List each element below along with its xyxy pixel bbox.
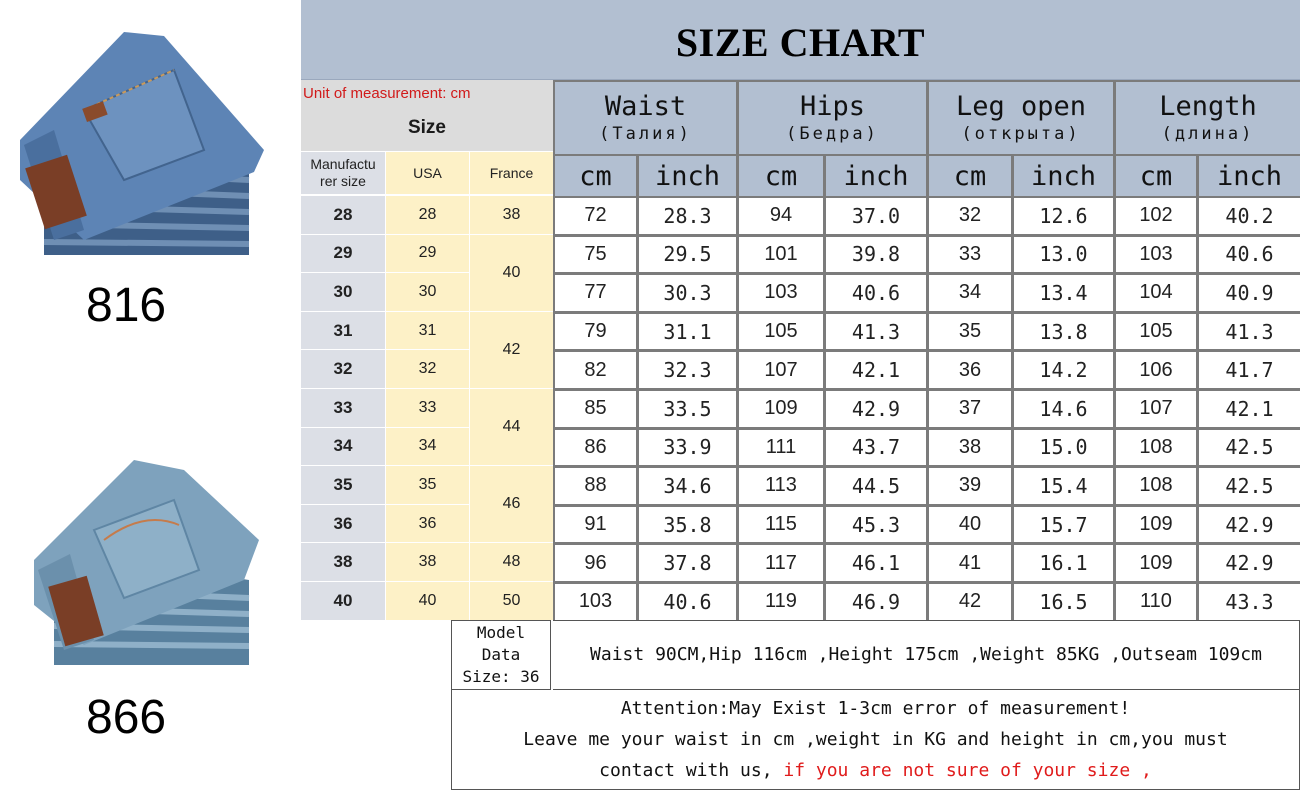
measurement-cell: 119 bbox=[739, 584, 823, 620]
manufacturer-size-header: Manufactu rer size bbox=[301, 152, 385, 194]
measurement-table bbox=[553, 80, 1300, 620]
waist-header-ru: (Талия) bbox=[599, 124, 692, 144]
length-header-ru: (длина) bbox=[1161, 124, 1255, 144]
leg-open-header-en: Leg open bbox=[955, 91, 1087, 122]
manufacturer-size-cell: 35 bbox=[301, 466, 385, 504]
measurement-cell: 42.5 bbox=[1199, 430, 1300, 466]
france-size-header: France bbox=[470, 152, 553, 194]
manufacturer-size-cell: 40 bbox=[301, 582, 385, 620]
usa-size-cell: 36 bbox=[386, 505, 469, 543]
measurement-cell: 31.1 bbox=[639, 314, 736, 350]
france-size-cell: 48 bbox=[470, 543, 553, 581]
usa-size-cell: 29 bbox=[386, 235, 469, 273]
manufacturer-size-cell: 28 bbox=[301, 196, 385, 234]
measurement-cell: 40.2 bbox=[1199, 198, 1300, 234]
unit-header-cm: cm bbox=[1116, 156, 1196, 196]
measurement-cell: 35.8 bbox=[639, 507, 736, 543]
attention-note bbox=[451, 690, 1300, 790]
measurement-cell: 115 bbox=[739, 507, 823, 543]
usa-size-cell: 30 bbox=[386, 273, 469, 311]
usa-size-cell: 28 bbox=[386, 196, 469, 234]
measurement-cell: 42.1 bbox=[1199, 391, 1300, 427]
measurement-cell: 94 bbox=[739, 198, 823, 234]
measurement-cell: 43.7 bbox=[826, 430, 926, 466]
model-label-line-3: Size: 36 bbox=[462, 667, 540, 686]
model-label-line-2: Data bbox=[481, 645, 521, 664]
measurement-cell: 37.0 bbox=[826, 198, 926, 234]
unit-header-cm: cm bbox=[555, 156, 636, 196]
usa-size-cell: 35 bbox=[386, 466, 469, 504]
measurement-cell: 104 bbox=[1116, 275, 1196, 311]
model-label-line-1: Model bbox=[476, 623, 526, 642]
unit-header-inch: inch bbox=[826, 156, 926, 196]
manufacturer-size-cell: 34 bbox=[301, 428, 385, 466]
measurement-cell: 16.1 bbox=[1014, 545, 1113, 581]
measurement-cell: 88 bbox=[555, 468, 636, 504]
manufacturer-size-cell: 33 bbox=[301, 389, 385, 427]
measurement-cell: 42.9 bbox=[826, 391, 926, 427]
measurement-cell: 33.9 bbox=[639, 430, 736, 466]
measurement-cell: 45.3 bbox=[826, 507, 926, 543]
measurement-cell: 91 bbox=[555, 507, 636, 543]
measurement-cell: 42.5 bbox=[1199, 468, 1300, 504]
product-code-816: 816 bbox=[86, 279, 167, 332]
jeans-816-image bbox=[14, 30, 274, 260]
usa-size-cell: 33 bbox=[386, 389, 469, 427]
usa-size-cell: 40 bbox=[386, 582, 469, 620]
measurement-cell: 12.6 bbox=[1014, 198, 1113, 234]
measurement-cell: 96 bbox=[555, 545, 636, 581]
measurement-cell: 34.6 bbox=[639, 468, 736, 504]
measurement-cell: 13.4 bbox=[1014, 275, 1113, 311]
measurement-cell: 108 bbox=[1116, 468, 1196, 504]
folded-jeans-stack bbox=[20, 32, 264, 255]
measurement-cell: 103 bbox=[555, 584, 636, 620]
measurement-cell: 13.8 bbox=[1014, 314, 1113, 350]
attention-contact-text: contact with us, bbox=[599, 760, 773, 781]
measurement-cell: 32.3 bbox=[639, 352, 736, 388]
measurement-cell: 117 bbox=[739, 545, 823, 581]
measurement-cell: 39.8 bbox=[826, 237, 926, 273]
measurement-cell: 107 bbox=[1116, 391, 1196, 427]
product-code-866: 866 bbox=[86, 691, 167, 744]
measurement-cell: 42.9 bbox=[1199, 507, 1300, 543]
unit-note: Unit of measurement: cm bbox=[301, 80, 553, 105]
measurement-cell: 85 bbox=[555, 391, 636, 427]
usa-size-cell: 38 bbox=[386, 543, 469, 581]
france-size-cell: 40 bbox=[470, 235, 553, 311]
unit-header-inch: inch bbox=[639, 156, 736, 196]
measurement-cell: 13.0 bbox=[1014, 237, 1113, 273]
measurement-cell: 82 bbox=[555, 352, 636, 388]
manufacturer-size-cell: 30 bbox=[301, 273, 385, 311]
manufacturer-size-cell: 38 bbox=[301, 543, 385, 581]
folded-jeans-stack bbox=[34, 460, 259, 665]
size-table bbox=[301, 80, 553, 620]
size-header: Size bbox=[301, 105, 553, 151]
measurement-cell: 15.0 bbox=[1014, 430, 1113, 466]
measurement-cell: 41.3 bbox=[826, 314, 926, 350]
attention-line-1: Attention:May Exist 1-3cm error of measurement! bbox=[620, 698, 1131, 719]
attention-warning-text: if you are not sure of your size , bbox=[783, 760, 1152, 781]
measurement-cell: 46.1 bbox=[826, 545, 926, 581]
waist-header bbox=[555, 82, 736, 154]
measurement-cell: 103 bbox=[739, 275, 823, 311]
unit-header-cm: cm bbox=[929, 156, 1011, 196]
measurement-cell: 37.8 bbox=[639, 545, 736, 581]
manufacturer-size-cell: 29 bbox=[301, 235, 385, 273]
manufacturer-size-cell: 36 bbox=[301, 505, 385, 543]
measurement-cell: 113 bbox=[739, 468, 823, 504]
france-size-cell: 42 bbox=[470, 312, 553, 388]
measurement-cell: 14.6 bbox=[1014, 391, 1113, 427]
unit-header-cm: cm bbox=[739, 156, 823, 196]
measurement-cell: 41.3 bbox=[1199, 314, 1300, 350]
measurement-cell: 107 bbox=[739, 352, 823, 388]
measurement-cell: 42.1 bbox=[826, 352, 926, 388]
measurement-cell: 37 bbox=[929, 391, 1011, 427]
measurement-cell: 42 bbox=[929, 584, 1011, 620]
product-866 bbox=[0, 400, 300, 800]
france-size-cell: 44 bbox=[470, 389, 553, 465]
hips-header bbox=[739, 82, 926, 154]
measurement-cell: 16.5 bbox=[1014, 584, 1113, 620]
hips-header-ru: (Бедра) bbox=[786, 124, 879, 144]
unit-header-inch: inch bbox=[1014, 156, 1113, 196]
measurement-cell: 40.6 bbox=[639, 584, 736, 620]
measurement-cell: 105 bbox=[739, 314, 823, 350]
attention-line-2: Leave me your waist in cm ,weight in KG and height in cm,you must bbox=[523, 729, 1228, 750]
measurement-cell: 41.7 bbox=[1199, 352, 1300, 388]
jeans-866-image bbox=[14, 430, 274, 670]
measurement-cell: 46.9 bbox=[826, 584, 926, 620]
measurement-cell: 34 bbox=[929, 275, 1011, 311]
measurement-cell: 102 bbox=[1116, 198, 1196, 234]
measurement-cell: 108 bbox=[1116, 430, 1196, 466]
usa-size-header: USA bbox=[386, 152, 469, 194]
measurement-cell: 105 bbox=[1116, 314, 1196, 350]
size-chart-title: SIZE CHART bbox=[675, 20, 926, 65]
measurement-cell: 86 bbox=[555, 430, 636, 466]
waist-header-en: Waist bbox=[604, 91, 687, 122]
length-header bbox=[1116, 82, 1300, 154]
measurement-cell: 109 bbox=[739, 391, 823, 427]
length-header-en: Length bbox=[1159, 91, 1257, 122]
measurement-cell: 103 bbox=[1116, 237, 1196, 273]
manufacturer-size-cell: 32 bbox=[301, 350, 385, 388]
measurement-cell: 106 bbox=[1116, 352, 1196, 388]
attention-line-3 bbox=[599, 755, 1152, 786]
leg-open-header-ru: (открыта) bbox=[961, 124, 1081, 144]
measurement-cell: 30.3 bbox=[639, 275, 736, 311]
measurement-cell: 32 bbox=[929, 198, 1011, 234]
manufacturer-size-cell: 31 bbox=[301, 312, 385, 350]
measurement-cell: 109 bbox=[1116, 545, 1196, 581]
measurement-cell: 77 bbox=[555, 275, 636, 311]
measurement-cell: 28.3 bbox=[639, 198, 736, 234]
usa-size-cell: 31 bbox=[386, 312, 469, 350]
measurement-cell: 29.5 bbox=[639, 237, 736, 273]
model-data-label bbox=[451, 620, 551, 690]
france-size-cell: 38 bbox=[470, 196, 553, 234]
measurement-cell: 39 bbox=[929, 468, 1011, 504]
measurement-cell: 40.6 bbox=[1199, 237, 1300, 273]
measurement-cell: 111 bbox=[739, 430, 823, 466]
france-size-cell: 50 bbox=[470, 582, 553, 620]
product-816 bbox=[0, 0, 300, 400]
measurement-cell: 15.4 bbox=[1014, 468, 1113, 504]
measurement-cell: 14.2 bbox=[1014, 352, 1113, 388]
measurement-cell: 40.6 bbox=[826, 275, 926, 311]
model-data-text: Waist 90CM,Hip 116cm ,Height 175cm ,Weight 85KG ,Outseam 109cm bbox=[553, 620, 1300, 690]
measurement-cell: 40.9 bbox=[1199, 275, 1300, 311]
hips-header-en: Hips bbox=[799, 91, 866, 122]
france-size-cell: 46 bbox=[470, 466, 553, 542]
unit-header-inch: inch bbox=[1199, 156, 1300, 196]
measurement-cell: 35 bbox=[929, 314, 1011, 350]
measurement-cell: 110 bbox=[1116, 584, 1196, 620]
usa-size-cell: 34 bbox=[386, 428, 469, 466]
measurement-cell: 72 bbox=[555, 198, 636, 234]
measurement-cell: 44.5 bbox=[826, 468, 926, 504]
usa-size-cell: 32 bbox=[386, 350, 469, 388]
measurement-cell: 33 bbox=[929, 237, 1011, 273]
measurement-cell: 101 bbox=[739, 237, 823, 273]
measurement-cell: 42.9 bbox=[1199, 545, 1300, 581]
measurement-cell: 38 bbox=[929, 430, 1011, 466]
measurement-cell: 40 bbox=[929, 507, 1011, 543]
measurement-cell: 15.7 bbox=[1014, 507, 1113, 543]
measurement-cell: 75 bbox=[555, 237, 636, 273]
measurement-cell: 33.5 bbox=[639, 391, 736, 427]
measurement-cell: 109 bbox=[1116, 507, 1196, 543]
leg-open-header bbox=[929, 82, 1113, 154]
measurement-cell: 36 bbox=[929, 352, 1011, 388]
measurement-cell: 41 bbox=[929, 545, 1011, 581]
measurement-cell: 43.3 bbox=[1199, 584, 1300, 620]
size-chart-title-bar bbox=[301, 0, 1300, 80]
measurement-cell: 79 bbox=[555, 314, 636, 350]
